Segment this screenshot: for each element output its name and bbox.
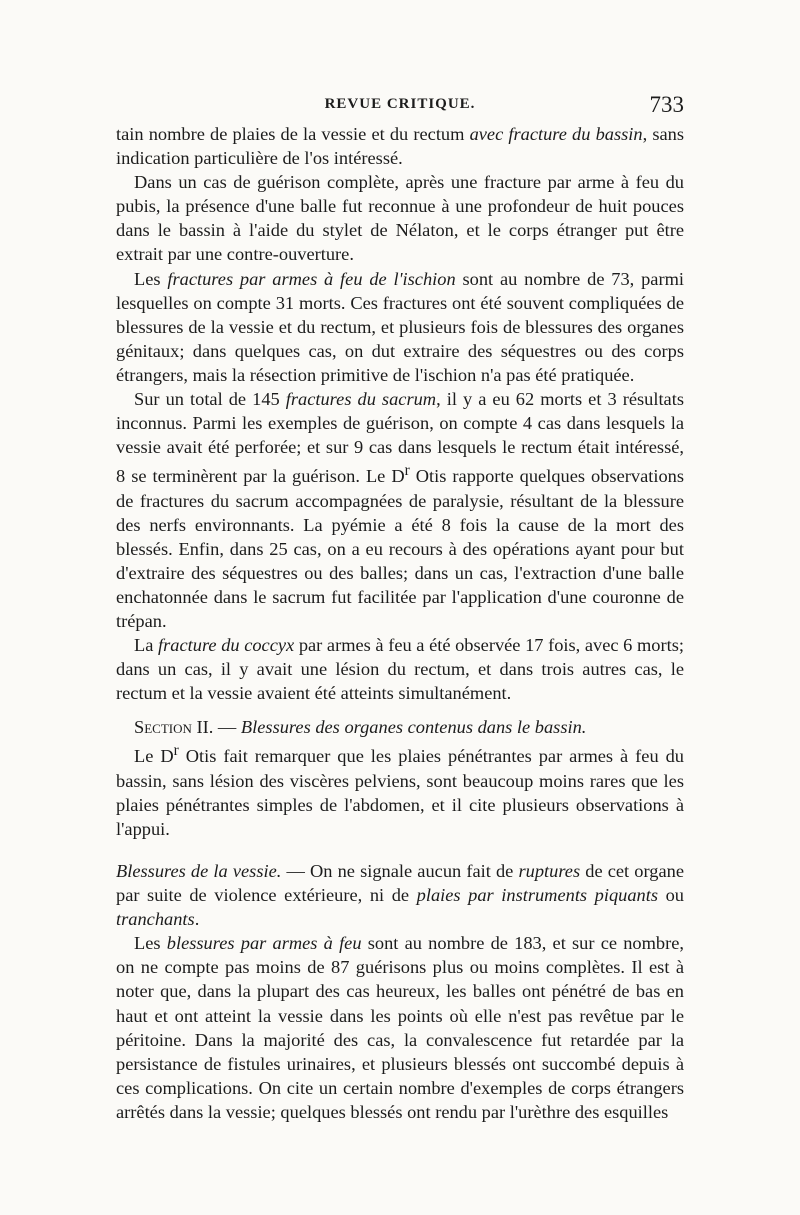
paragraph-8: Blessures de la vessie. — On ne signale aucun fait de ruptures de cet organe par suite de violence extérieure, ni de plaies par instruments piquants ou tranchants.	[116, 860, 684, 930]
paragraph-2: Dans un cas de guérison complète, après une fracture par arme à feu du pubis, la présence d'une balle fut reconnue à une profondeur de huit pouces dans le bassin à l'aide du stylet de Nélaton, et le corps étranger put être extrait par une contre-ouverture.	[116, 172, 684, 265]
running-head: REVUE CRITIQUE.	[324, 96, 476, 112]
paragraph-5: La fracture du coccyx par armes à feu a été observée 17 fois, avec 6 morts; dans un cas, il y avait une lésion du rectum, et dans trois autres cas, le rectum et la vessie avaient été atteints simultanément.	[116, 635, 684, 704]
paragraph-7: Le $D^r$ Otis fait remarquer que les plaies pénétrantes par armes à feu du bassin, sans lésion des viscères pelviens, sont beaucoup moins rares que les plaies pénétrantes simples de l'abdomen, et il cite plusieurs observations à l'appui.	[116, 742, 684, 839]
paragraph-3: Les fractures par armes à feu de l'ischion sont au nombre de 73, parmi lesquelles on compte 31 morts. Ces fractures ont été souvent compliquées de blessures de la vessie et du rectum, et plusieurs fois de blessures des organes génitaux; dans quelques cas, on dut extraire des séquestres ou des corps étrangers, mais la résection primitive de l'ischion n'a pas été pratiquée.	[116, 268, 684, 385]
body-text	[116, 122, 684, 1124]
page-number: 733	[649, 92, 684, 117]
paragraph-1: tain nombre de plaies de la vessie et du rectum avec fracture du bassin, sans indication particulière de l'os intéressé.	[116, 124, 684, 169]
paragraph-9: Les blessures par armes à feu sont au nombre de 183, et sur ce nombre, on ne compte pas moins de 87 guérisons plus ou moins complètes. Il est à noter que, dans la plupart des cas heureux, les balles ont pénétré de bas en haut et ont atteint la vessie dans les points où elle n'est pas revêtue par le péritoine. Dans la majorité des cas, la convalescence fut retardée par la persistance de fistules urinaires, et plusieurs blessés ont succombé depuis à ces complications. On cite un certain nombre d'exemples de corps étrangers arrêtés dans la vessie; quelques blessés ont rendu par l'urèthre des esquilles	[116, 933, 685, 1122]
page-header	[116, 92, 684, 124]
section-heading: Section II. — Blessures des organes contenus dans le bassin.	[134, 717, 587, 738]
paragraph-4: Sur un total de 145 fractures du sacrum, il y a eu 62 morts et 3 résultats inconnus. Parmi les exemples de guérison, on compte 4 cas dans lesquels la vessie avait été perforée; et sur 9 cas dans lesquels le rectum était intéressé, 8 se terminèrent par la guérison. Le $D^r$ Otis rapporte quelques observations de fractures du sacrum accompagnées de paralysie, résultant de la blessure des nerfs environnants. La pyémie a été 8 fois la cause de la mort des blessés. Enfin, dans 25 cas, on a eu recours à des opérations ayant pour but d'extraire des séquestres ou des balles; dans un cas, l'extraction d'une balle enchatonnée dans le sacrum fut facilitée par l'application d'une couronne de trépan.	[116, 389, 685, 631]
